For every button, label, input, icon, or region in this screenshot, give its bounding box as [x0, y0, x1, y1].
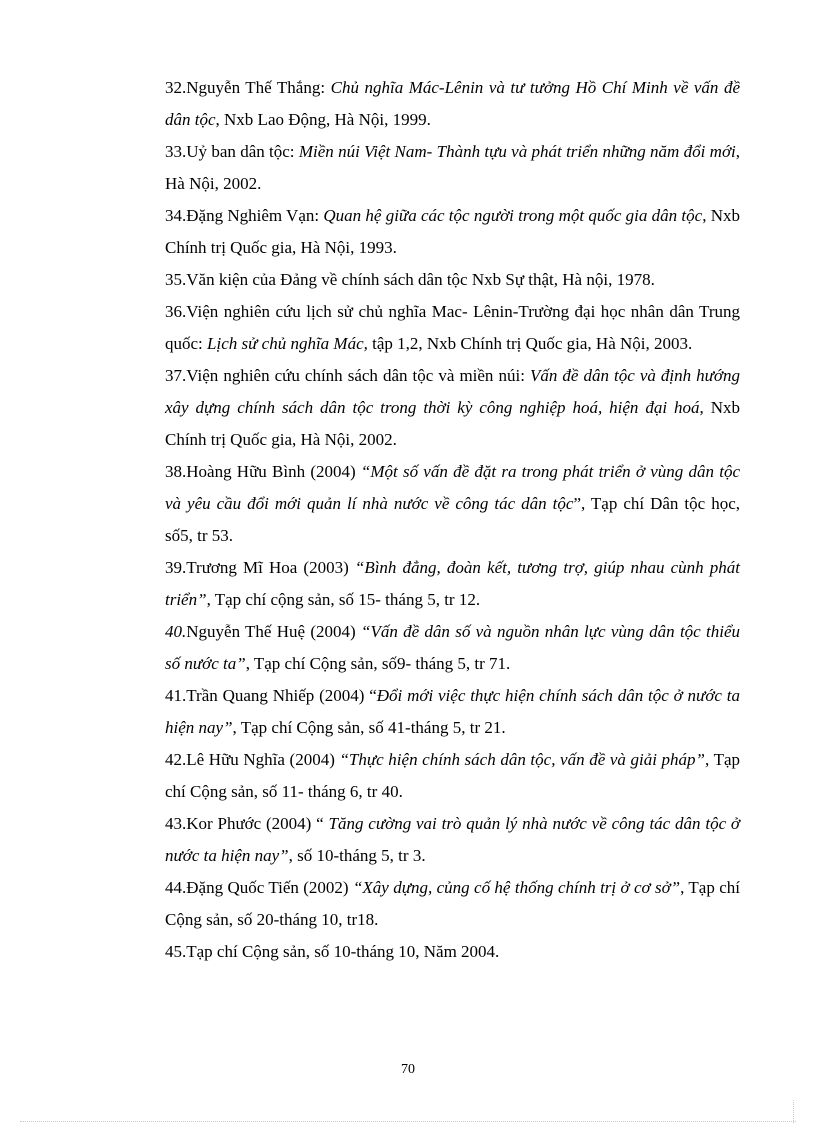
reference-author: Văn kiện của Đảng về chính sách dân tộc Nxb Sự thật, Hà nội, 1978. [186, 270, 655, 289]
reference-author: Đặng Nghiêm Vạn: [186, 206, 324, 225]
reference-title: “Một số vấn đề đặt ra trong phát triển ở vùng dân tộc và yêu cầu đổi mới quản lí nhà nước về công tác dân tộc [165, 462, 741, 513]
reference-details: , Tạp chí cộng sản, số 15- tháng 5, tr 12. [206, 590, 481, 609]
reference-title: “Xây dựng, củng cố hệ thống chính trị ở cơ sở” [352, 878, 681, 897]
reference-number: 36. [165, 302, 187, 321]
page-number: 70 [401, 1062, 415, 1077]
reference-number: 43. [165, 814, 187, 833]
reference-number: 37. [165, 366, 187, 385]
reference-number: 38. [165, 462, 187, 481]
reference-details: , Hà Nội, 2002. [165, 142, 740, 193]
reference-title: Chủ nghĩa Mác-Lênin và tư tưởng Hồ Chí Minh về vấn đề dân tộc [165, 78, 740, 129]
reference-details: , Nxb Chính trị Quốc gia, Hà Nội, 2002. [165, 398, 740, 449]
reference-title: “Bình đẳng, đoàn kết, tương trợ, giúp nhau cùnh phát triển” [165, 558, 740, 609]
reference-title: Đổi mới việc thực hiện chính sách dân tộc ở nước ta hiện nay” [165, 686, 740, 737]
reference-number: 40. [165, 622, 187, 641]
reference-author: Nguyễn Thế Huệ (2004) [186, 622, 361, 641]
reference-author: Trương Mĩ Hoa (2003) [186, 558, 355, 577]
reference-item [165, 72, 740, 136]
reference-title: Vấn đề dân tộc và định hướng xây dựng chính sách dân tộc trong thời kỳ công nghiệp hoá, hiện đại hoá [165, 366, 741, 417]
reference-author: Uỷ ban dân tộc: [186, 142, 299, 161]
reference-title: “Vấn đề dân số và nguồn nhân lực vùng dân tộc thiểu số nước ta” [165, 622, 740, 673]
reference-number: 33. [165, 142, 187, 161]
reference-item [165, 872, 740, 936]
reference-item [165, 200, 740, 264]
reference-item [165, 456, 740, 552]
reference-author: Hoàng Hữu Bình (2004) [186, 462, 361, 481]
reference-item [165, 808, 740, 872]
reference-item [165, 360, 740, 456]
reference-author: Kor Phước (2004) “ [186, 814, 329, 833]
reference-details: , Nxb Chính trị Quốc gia, Hà Nội, 1993. [165, 206, 740, 257]
reference-details: , Tạp chí Cộng sản, số9- tháng 5, tr 71. [245, 654, 511, 673]
reference-number: 35. [165, 270, 187, 289]
reference-details: , Tạp chí Cộng sản, số 20-tháng 10, tr18. [165, 878, 740, 929]
reference-author: Viện nghiên cứu lịch sử chủ nghĩa Mac- Lênin-Trường đại học nhân dân Trung quốc: [165, 302, 740, 353]
reference-number: 41. [165, 686, 187, 705]
reference-item [165, 744, 740, 808]
page-right-border [793, 1100, 794, 1123]
reference-item [165, 264, 740, 296]
reference-details: , Nxb Lao Động, Hà Nội, 1999. [215, 110, 431, 129]
reference-title: Miền núi Việt Nam- Thành tựu và phát triển những năm đổi mới [298, 142, 736, 161]
reference-author: Đặng Quốc Tiến (2002) [186, 878, 353, 897]
reference-item [165, 936, 740, 968]
reference-author: Lê Hữu Nghĩa (2004) [186, 750, 340, 769]
reference-item [165, 552, 740, 616]
reference-details: , Tạp chí Cộng sản, số 41-tháng 5, tr 21. [232, 718, 506, 737]
reference-author: Viện nghiên cứu chính sách dân tộc và miền núi: [186, 366, 530, 385]
reference-title: Quan hệ giữa các tộc người trong một quốc gia dân tộc [323, 206, 703, 225]
reference-item [165, 136, 740, 200]
reference-details: tập 1,2, Nxb Chính trị Quốc gia, Hà Nội, 2003. [367, 334, 693, 353]
reference-number: 45. [165, 942, 187, 961]
reference-author: Tạp chí Cộng sản, số 10-tháng 10, Năm 2004. [186, 942, 500, 961]
reference-details: ”, Tạp chí Dân tộc học, số5, tr 53. [165, 494, 740, 545]
reference-author: Trần Quang Nhiếp (2004) “ [186, 686, 377, 705]
reference-item [165, 616, 740, 680]
reference-number: 32. [165, 78, 187, 97]
reference-details: , Tạp chí Cộng sản, số 11- tháng 6, tr 40. [165, 750, 740, 801]
reference-list [165, 72, 740, 968]
reference-item [165, 680, 740, 744]
reference-author: Nguyễn Thế Thắng: [186, 78, 331, 97]
reference-title: Lịch sử chủ nghĩa Mác, [207, 334, 368, 353]
reference-item [165, 296, 740, 360]
reference-number: 42. [165, 750, 187, 769]
reference-number: 34. [165, 206, 187, 225]
reference-title: “Thực hiện chính sách dân tộc, vấn đề và giải pháp” [339, 750, 706, 769]
reference-number: 39. [165, 558, 187, 577]
reference-details: , số 10-tháng 5, tr 3. [288, 846, 426, 865]
page-bottom-border [20, 1121, 796, 1122]
reference-title: Tăng cường vai trò quản lý nhà nước về công tác dân tộc ở nước ta hiện nay” [165, 814, 740, 865]
reference-number: 44. [165, 878, 187, 897]
